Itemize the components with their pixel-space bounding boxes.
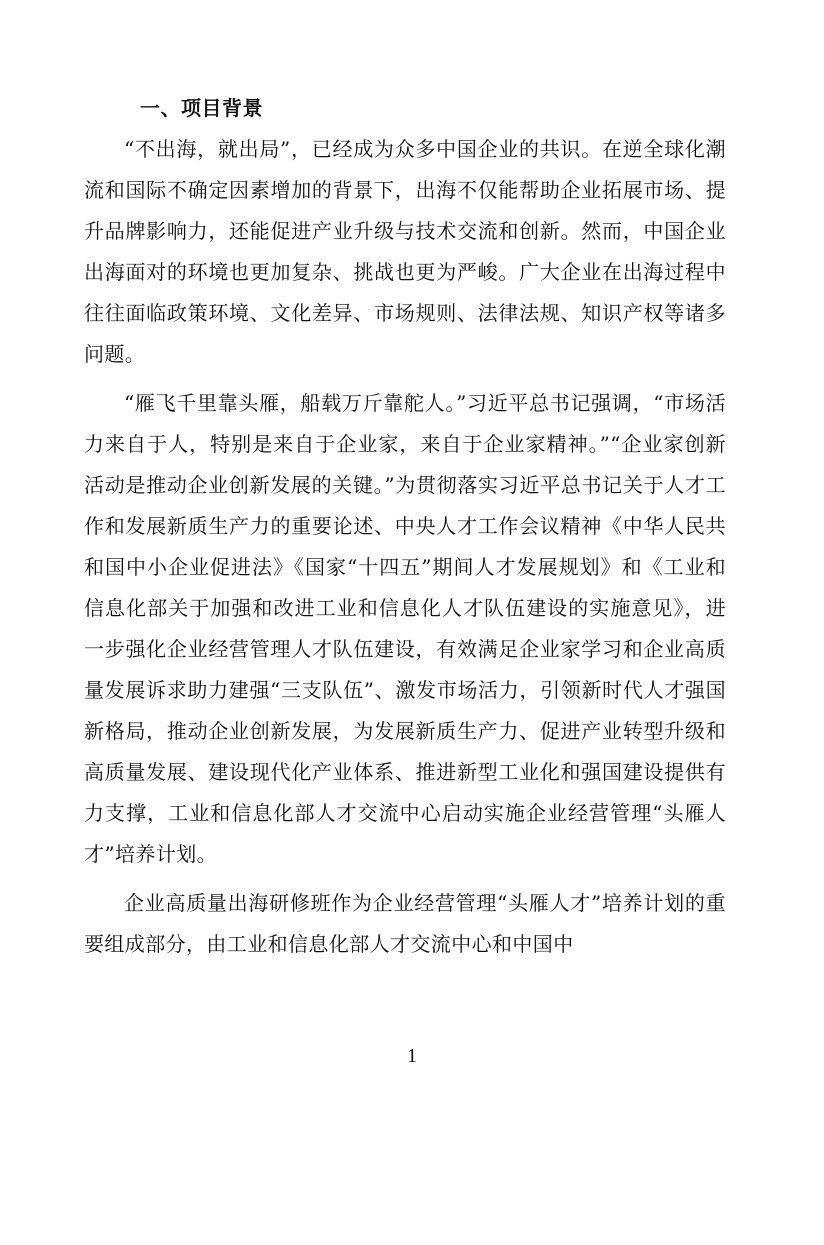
paragraph-policy: “雁飞千里靠头雁，船载万斤靠舵人。”习近平总书记强调，“市场活力来自于人，特别是来自于企业家，来自于企业家精神。”“企业家创新活动是推动企业创新发展的关键。”为贯彻落实习近平总书记关于人才工作和发展新质生产力的重要论述、中央人才工作会议精神《中华人民共和国中小企业促进法》《国家“十四五”期间人才发展规划》和《工业和信息化部关于加强和改进工业和信息化人才队伍建设的实施意见》，进一步强化企业经营管理人才队伍建设，有效满足企业家学习和企业高质量发展诉求助力建强“三支队伍”、激发市场活力，引领新时代人才强国新格局，推动企业创新发展，为发展新质生产力、促进产业转型升级和高质量发展、建设现代化产业体系、推进新型工业化和强国建设提供有力支撑，工业和信息化部人才交流中心启动实施企业经营管理“头雁人才”培养计划。: [84, 391, 726, 866]
paragraph-background: “不出海，就出局”，已经成为众多中国企业的共识。在逆全球化潮流和国际不确定因素增加的背景下，出海不仅能帮助企业拓展市场、提升品牌影响力，还能促进产业升级与技术交流和创新。然而，中国企业出海面对的环境也更加复杂、挑战也更为严峻。广大企业在出海过程中往往面临政策环境、文化差异、市场规则、法律法规、知识产权等诸多问题。: [84, 137, 726, 366]
page-body: [84, 88, 726, 965]
page-number: 1: [407, 1045, 417, 1067]
paragraph-program: 企业高质量出海研修班作为企业经营管理“头雁人才”培养计划的重要组成部分，由工业和信息化部人才交流中心和中国中: [84, 891, 726, 956]
section-heading: 一、项目背景: [140, 96, 263, 120]
